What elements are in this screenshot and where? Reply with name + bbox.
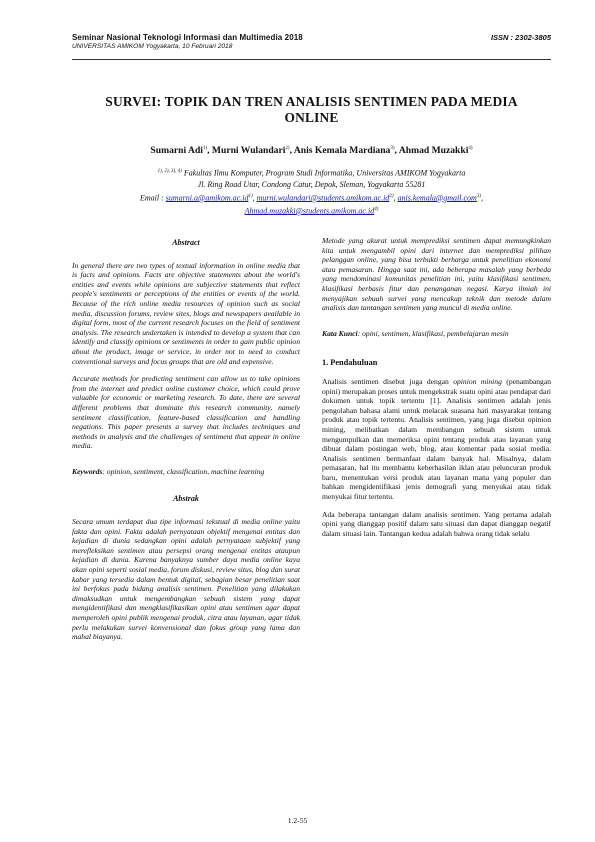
author-name: Anis Kemala Mardiana <box>293 145 391 156</box>
author-name: Murni Wulandari <box>211 145 286 156</box>
body-text: Analisis sentimen disebut juga dengan <box>322 376 454 386</box>
abstract-id-heading: Abstrak <box>173 494 199 504</box>
abstract-en-paragraph: Accurate methods for predicting sentiment can allow us to take opinions from the internet and predict online customer choice, which could prove valuable for economic or marketing research. To date, there are several different problems that dominate this research community, namely sentiment classification, feature-based classification and handling negations. This paper presents a survey that includes techniques and methods in analysis and the challenges of sentiment that appear in online media. <box>72 374 300 451</box>
page-number: 1.2-55 <box>287 816 308 825</box>
keywords-en-text: : opinion, sentiment, classification, machine learning <box>102 466 265 476</box>
left-column <box>72 238 300 650</box>
header-rule <box>72 59 551 60</box>
body-paragraph: Ada beberapa tantangan dalam analisis sentimen. Yang pertama adalah opini yang dianggap positif dalam satu situasi dan dapat dianggap negatif dalam situasi lain. Tantangan kedua adalah bahwa orang tidak selalu <box>322 509 551 538</box>
author-sup: 2) <box>285 145 290 151</box>
abstract-en-paragraph: In general there are two types of textual information in online media that is facts and opinions. Facts are objective statements about the world's entities and events while opinions are subjective statements that reflect people's sentiments or perceptions of the entities or events of the world. Because of the rich online media resources of opinion such as social media, discussion forums, review sites, blogs and newspapers available in digital form, most of the current research focuses on the field of sentiment analysis. The research undertaken is intended to develop a system that can identify and classify opinions or sentiments in order to gain public opinion about the product, image or service, in order not to need to conduct conventional surveys and focus groups that are old and expensive. <box>72 260 300 366</box>
affiliation-line <box>72 166 551 179</box>
author-name: Ahmad Muzakki <box>398 145 469 156</box>
conference-venue: UNIVERSITAS AMIKOM Yogyakarta, 10 Februari 2018 <box>72 43 233 50</box>
abstract-id-paragraph: Secara umum terdapat dua tipe informasi tekstual di media online yaitu fakta dan opini. Fakta adalah pernyataan objektif mengenai entitas dan kejadian di dunia sedangkan opini adalah pernyataan subjektif yang merefleksikan sentimen atau persepsi orang mengenai entitas ataupun kejadian di dunia. Karena banyaknya sumber daya media online kaya akan opini seperti sosial media, forum diskusi, review situs, blog dan surat kabar yang tersedia dalam bentuk digital, sebagian besar penelitian saat ini berfokus pada bidang analisis sentimen. Penelitian yang dilakukan dimaksudkan untuk mengembangkan sebuah sistem yang dapat mengidentifikasi dan mengklasifikasikan opini atau sentimen agar dapat memperoleh opini publik mengenai produk, citra atau layanan, agar tidak perlu melakukan survei konvensional dan fokus group yang lama dan mahal biayanya. <box>72 517 300 642</box>
paper-title <box>72 94 551 126</box>
email-sup: 1) <box>248 193 253 199</box>
author-sup: 4) <box>468 145 473 151</box>
keywords-id-label: Kata Kunci <box>322 328 358 338</box>
email-sup: 4) <box>374 206 379 212</box>
running-header <box>72 33 303 50</box>
body-term: opinion mining <box>453 376 502 386</box>
email-label: Email : <box>139 193 164 203</box>
address-line: Jl. Ring Road Utar, Condong Catur, Depok, Sleman, Yogyakarta 55281 <box>197 180 426 190</box>
affiliation-block <box>72 166 551 217</box>
title-line-2: ONLINE <box>284 110 339 125</box>
email-link[interactable]: anis.kemala@gmail.com <box>397 193 477 203</box>
keywords-en-label: Keywords <box>72 466 103 476</box>
email-sup: 2) <box>389 193 394 199</box>
email-link[interactable]: sumarni.a@amikom.ac.id <box>165 193 249 203</box>
issn-label: ISSN : 2302-3805 <box>490 33 551 42</box>
title-line-1: SURVEI: TOPIK DAN TREN ANALISIS SENTIMEN PADA MEDIA <box>105 94 518 109</box>
affiliation-sup: 1), 2), 3), 4) <box>157 169 182 174</box>
abstract-en-heading: Abstract <box>172 238 200 247</box>
section-heading: 1. Pendahuluan <box>322 358 378 368</box>
email-sup: 3) <box>476 193 482 199</box>
keywords-id <box>322 329 551 339</box>
author-list: Sumarni Adi$^{1)}$, Murni Wulandari$^{2)}$, Anis Kemala Mardiana$^{3)}$, Ahmad Muzakki$^{4)}$ <box>150 145 473 156</box>
conference-name: Seminar Nasional Teknologi Informasi dan Multimedia 2018 <box>72 33 303 42</box>
keywords-en <box>72 467 300 477</box>
email-link[interactable]: Ahmad.muzakki@students.amikom.ac.id <box>244 206 375 216</box>
email-link[interactable]: murni.wulandari@students.amikom.ac.id <box>256 193 390 203</box>
author-sup: 1) <box>202 145 208 151</box>
body-text: (penambangan opini) merupakan proses untuk mengekstrak suatu opini atau pendapat dari dokumen untuk topik tertentu [1]. Analisis sentimen adalah jenis pengolahan bahasa alami untuk melacak suasana hati masyarakat tentang produk atau topik tertentu. Analisis sentimen, yang juga disebut opinion mining, melibatkan dalam membangun sebuah sistem untuk mengumpulkan dan memeriksa opini tentang produk atau layanan yang dibuat dalam postingan web, blog, atau komentar pada sosial media. Analisis sentimen bermanfaat dalam banyak hal. Misalnya, dalam pemasaran, hal itu membantu keberhasilan iklan atau peluncuran produk baru, menentukan versi produk atau layanan mana yang populer dan bahkan mengidentifikasi jenis demografi yang menyukai atau tidak menyukai fitur tertentu. <box>322 376 551 502</box>
body-paragraph <box>322 377 551 502</box>
keywords-id-text: : opini, sentimen, klasifikasi, pembelajaran mesin <box>357 328 509 338</box>
affiliation-text: Fakultas Ilmu Komputer, Program Studi Informatika, Universitas AMIKOM Yogyakarta <box>183 168 466 178</box>
right-column <box>322 236 551 546</box>
author-name: Sumarni Adi <box>150 145 203 156</box>
email-line: Email : $sumarni.a@amikom.ac.id^{1)}$, $murni.wulandari@students.amikom.ac.id^{2)}$, anis.kemala@gmail.com$^{3)}$, <box>139 193 484 203</box>
email-line-2 <box>72 204 551 217</box>
abstract-id-paragraph: Metode yang akurat untuk memprediksi sentimen dapat memungkinkan kita untuk mengambil opini dari internet dan memprediksi pilihan pelanggan online, yang bisa terbukti berharga untuk penelitian ekonomi atau pemasaran. Hingga saat ini, ada beberapa masalah yang berbeda yang mendominasi komunitas penelitian ini, yaitu klasifikasi sentimen, klasifikasi berbasis fitur dan penanganan negasi. Karya ilmiah ini menyajikan sebuah survei yang mencakup teknik dan metode dalam analisis dan tantangan sentimen yang muncul di media online. <box>322 236 551 313</box>
author-sup: 3) <box>390 145 395 151</box>
